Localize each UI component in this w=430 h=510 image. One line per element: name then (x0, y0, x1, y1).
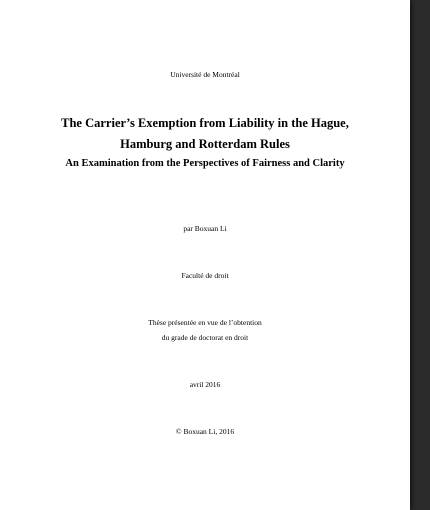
thesis-purpose-line-1: Thèse présentée en vue de l’obtention (148, 318, 262, 327)
thesis-title-line-2: Hamburg and Rotterdam Rules (120, 137, 290, 151)
university-name: Université de Montréal (170, 70, 240, 79)
thesis-purpose-line-2: du grade de doctorat en droit (161, 333, 249, 342)
faculty-name: Faculté de droit (181, 271, 229, 280)
copyright-notice: © Boxuan Li, 2016 (175, 427, 235, 436)
thesis-subtitle: An Examination from the Perspectives of Fairness and Clarity (65, 158, 345, 169)
thesis-title-line-1: The Carrier’s Exemption from Liability in the Hague, (61, 116, 349, 130)
submission-date: avril 2016 (189, 380, 221, 389)
author-name: par Boxuan Li (183, 224, 227, 233)
